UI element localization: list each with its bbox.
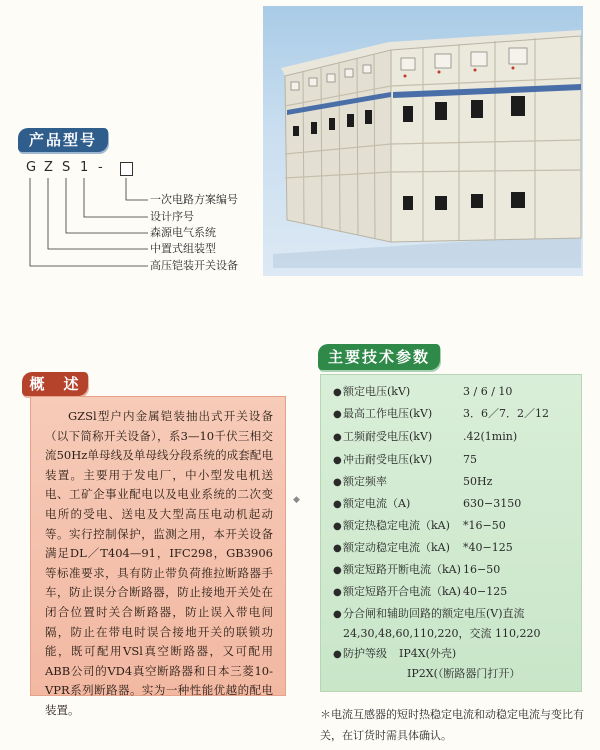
param-short-circuit-breaking: ●额定短路开断电流（kA) 16−50 xyxy=(333,563,501,576)
param-protection-class-door-open: IP2X(（断路器门打开） xyxy=(407,667,521,680)
param-thermal-stability: ●额定热稳定电流（kA) *16−50 xyxy=(333,519,506,532)
param-aux-voltage: ●分合闸和辅助回路的额定电压(V)直流 xyxy=(333,607,525,620)
overview-header: 概 述 xyxy=(22,372,88,396)
overview-box xyxy=(30,396,286,717)
model-label-hv-switchgear: 高压铠装开关设备 xyxy=(150,259,238,272)
param-max-voltage: ●最高工作电压(kV) 3．6／7．2／12 xyxy=(333,407,549,420)
param-protection-class: ●防护等级 IP4X(外壳) xyxy=(333,647,457,660)
overview-text: GZSl型户内金属铠装抽出式开关设备（以下简称开关设备），系3—10千伏三相交流50Hz单母线及单母线分段系统的成套配电装置。主要用于发电厂，中小型发电机送电、工矿企事业配电以及电业系统的二次变电所的受电、送电及大型高压电动机起动等。实行控制保护，监测之用，本开关设备满足DL／T404—91，IFC298，GB3906等标准要求，具有防止带负荷推拉断路器手车，防止误分合断路器，防止接地开关处在闭合位置时关合断路器，防止误入带电间隔，防止在带电时误合接地开关的联锁功能，既可配用VSl真空断路器，又可配用ABB公司的VD4真空断路器和日本三菱10-VPR系列断路器。实为一种性能优越的配电装置。 xyxy=(45,409,273,717)
model-code-letter: - xyxy=(98,160,103,175)
model-label-design-number: 设计序号 xyxy=(150,210,194,223)
param-dynamic-stability: ●额定动稳定电流（kA) *40−125 xyxy=(333,541,513,554)
param-aux-voltage-values: 24,30,48,60,110,220，交流 110,220 xyxy=(343,627,541,640)
model-label-mid-mounted: 中置式组装型 xyxy=(150,242,216,255)
model-code xyxy=(26,160,136,180)
param-impulse-withstand: ●冲击耐受电压(kV) 75 xyxy=(333,453,477,466)
param-rated-voltage: ●额定电压(kV) 3 / 6 / 10 xyxy=(333,385,513,398)
param-rated-frequency: ●额定频率 50Hz xyxy=(333,475,493,488)
model-code-letter: 1 xyxy=(80,160,89,175)
param-rated-current: ●额定电流（A) 630−3150 xyxy=(333,497,522,510)
product-model-header: 产品型号 xyxy=(18,128,108,152)
model-label-company-system: 森源电气系统 xyxy=(150,226,216,239)
model-code-box xyxy=(120,162,133,176)
param-power-freq-withstand: ●工频耐受电压(kV) .42(1min) xyxy=(333,430,518,443)
decorative-dot: ◆ xyxy=(293,495,300,505)
tech-params-header: 主要技术参数 xyxy=(318,344,440,370)
model-label-circuit-scheme: 一次电路方案编号 xyxy=(150,193,238,206)
param-short-circuit-making: ●额定短路开合电流（kA) 40−125 xyxy=(333,585,508,598)
model-code-letter: G xyxy=(26,160,37,175)
switchgear-photo xyxy=(263,6,583,276)
footnote: ＊电流互感器的短时热稳定电流和动稳定电流与变比有关，在订货时需具体确认。 xyxy=(320,708,584,742)
switchgear-cabinet-illustration xyxy=(263,6,583,276)
tech-params-box xyxy=(320,374,582,692)
model-code-letter: S xyxy=(62,160,71,175)
model-code-letter: Z xyxy=(44,160,53,175)
